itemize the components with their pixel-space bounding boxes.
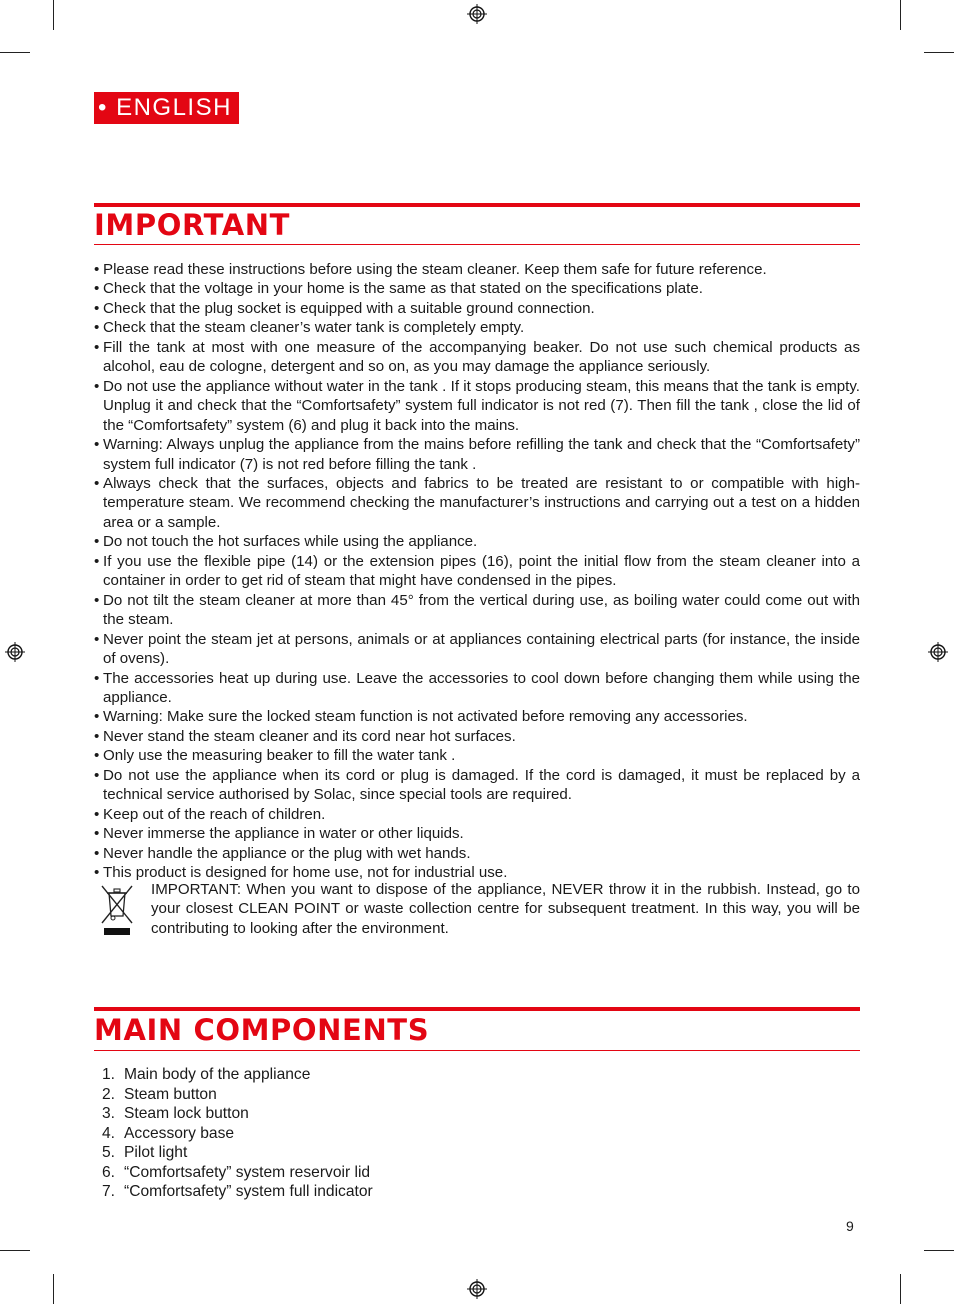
section-rule-top <box>94 203 860 207</box>
component-item <box>102 1163 373 1183</box>
list-item: • Only use the measuring beaker to fill the water tank . <box>94 746 860 765</box>
language-tag: • ENGLISH <box>94 92 239 124</box>
list-item: • Always check that the surfaces, objects and fabrics to be treated are resistant to or compatible with high-temperature steam. We recommend checking the manufacturer’s instructions and carrying out a test on a hidden area or a sample. <box>94 474 860 532</box>
components-list <box>102 1065 373 1202</box>
important-list <box>94 260 860 883</box>
list-item: • Check that the plug socket is equipped with a suitable ground connection. <box>94 299 860 318</box>
component-number: 6. <box>102 1163 116 1181</box>
page-number: 9 <box>846 1218 854 1234</box>
component-label: Pilot light <box>124 1144 188 1161</box>
component-label: “Comfortsafety” system full indicator <box>124 1183 373 1200</box>
important-title: IMPORTANT <box>94 208 291 242</box>
component-label: Steam lock button <box>124 1105 249 1122</box>
component-item <box>102 1104 373 1124</box>
list-item: • Warning: Always unplug the appliance from the mains before refilling the tank and check that the “Comfortsafety” system full indicator (7) is not red before filling the tank . <box>94 435 860 474</box>
disposal-text: IMPORTANT: When you want to dispose of the appliance, NEVER throw it in the rubbish. Instead, go to your closest CLEAN POINT or waste collection centre for subsequent treatment. In this way, you will be contributing to looking after the environment. <box>151 881 860 937</box>
crop-mark <box>0 52 30 53</box>
registration-mark-icon <box>467 1279 487 1299</box>
list-item: • If you use the flexible pipe (14) or the extension pipes (16), point the initial flow from the steam cleaner into a container in order to get rid of steam that might have condensed in the pipes. <box>94 552 860 591</box>
component-item <box>102 1124 373 1144</box>
list-item: • Do not use the appliance when its cord or plug is damaged. If the cord is damaged, it must be replaced by a technical service authorised by Solac, since special tools are required. <box>94 766 860 805</box>
list-item: • Never immerse the appliance in water or other liquids. <box>94 824 860 843</box>
list-item: • Warning: Make sure the locked steam function is not activated before removing any accessories. <box>94 707 860 726</box>
crop-mark <box>924 1250 954 1251</box>
component-number: 7. <box>102 1183 116 1200</box>
component-label: Main body of the appliance <box>124 1066 311 1083</box>
list-item: • Keep out of the reach of children. <box>94 805 860 824</box>
component-item <box>102 1085 373 1105</box>
component-number: 5. <box>102 1144 116 1161</box>
list-item: • This product is designed for home use, not for industrial use. <box>94 863 860 882</box>
list-item: • Do not touch the hot surfaces while using the appliance. <box>94 532 860 551</box>
component-label: “Comfortsafety” system reservoir lid <box>124 1163 371 1181</box>
list-item: • Check that the voltage in your home is the same as that stated on the specifications plate. <box>94 279 860 298</box>
component-label: Accessory base <box>124 1124 235 1142</box>
crop-mark <box>53 0 54 30</box>
list-item: • Please read these instructions before using the steam cleaner. Keep them safe for future reference. <box>94 260 860 279</box>
component-item <box>102 1065 373 1085</box>
list-item: • Never point the steam jet at persons, animals or at appliances containing electrical parts (for instance, the inside of ovens). <box>94 630 860 669</box>
disposal-note <box>94 880 860 938</box>
crop-mark <box>0 1250 30 1251</box>
component-label: Steam button <box>124 1085 217 1103</box>
crop-mark <box>900 1274 901 1304</box>
registration-mark-icon <box>5 642 25 662</box>
component-number: 1. <box>102 1066 116 1083</box>
component-item <box>102 1143 373 1163</box>
list-item: • Never handle the appliance or the plug with wet hands. <box>94 844 860 863</box>
list-item: • Fill the tank at most with one measure of the accompanying beaker. Do not use such chemical products as alcohol, eau de cologne, detergent and so on, as you may damage the appliance seriously. <box>94 338 860 377</box>
section-rule-bottom <box>94 1050 860 1051</box>
section-rule-bottom <box>94 244 860 245</box>
component-item <box>102 1182 373 1202</box>
list-item: • The accessories heat up during use. Leave the accessories to cool down before changing them while using the appliance. <box>94 669 860 708</box>
list-item: • Do not use the appliance without water in the tank . If it stops producing steam, this means that the tank is empty. Unplug it and check that the “Comfortsafety” system full indicator is not red (7). Then fill the tank , close the lid of the “Comfortsafety” system (6) and plug it back into the mains. <box>94 377 860 435</box>
registration-mark-icon <box>467 4 487 24</box>
list-item: • Never stand the steam cleaner and its cord near hot surfaces. <box>94 727 860 746</box>
crop-mark <box>924 52 954 53</box>
component-number: 4. <box>102 1124 116 1142</box>
crop-mark <box>900 0 901 30</box>
list-item: • Check that the steam cleaner’s water tank is completely empty. <box>94 318 860 337</box>
crop-mark <box>53 1274 54 1304</box>
component-number: 2. <box>102 1085 116 1103</box>
registration-mark-icon <box>928 642 948 662</box>
component-number: 3. <box>102 1105 116 1122</box>
crossed-out-wheelie-bin-icon <box>100 883 134 937</box>
list-item: • Do not tilt the steam cleaner at more than 45° from the vertical during use, as boiling water could come out with the steam. <box>94 591 860 630</box>
section-rule-top <box>94 1007 860 1011</box>
main-components-title: MAIN COMPONENTS <box>94 1013 430 1047</box>
